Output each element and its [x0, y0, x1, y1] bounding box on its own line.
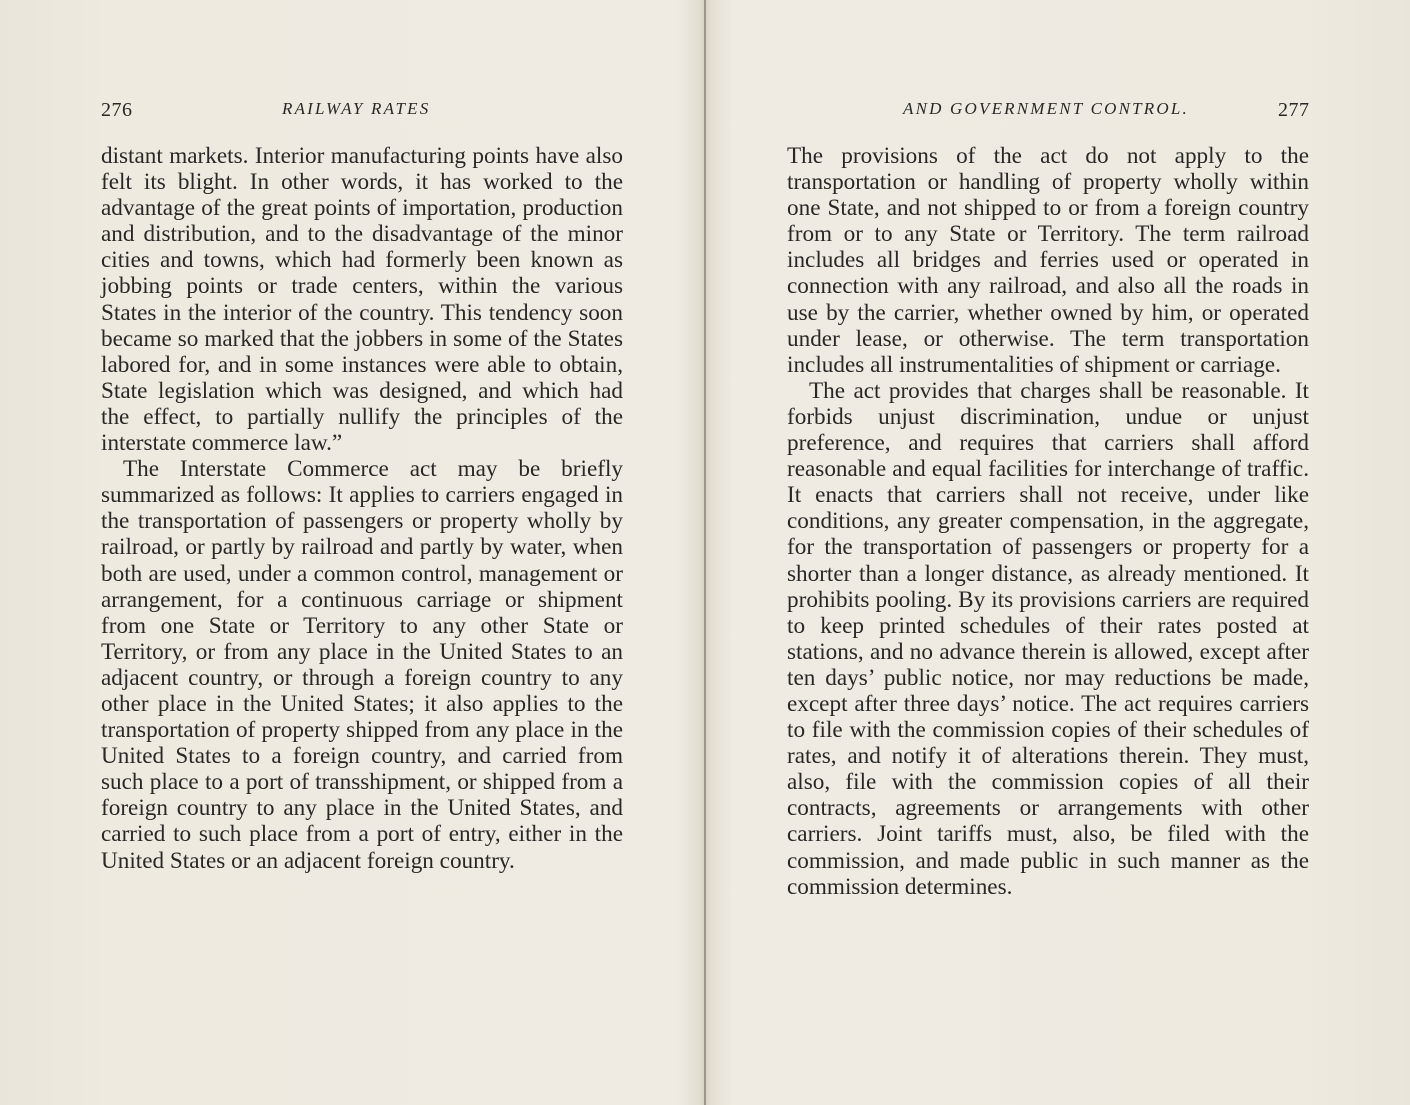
page-number: 277 [1278, 99, 1310, 121]
paragraph: The provisions of the act do not apply to the transportation or handling of property wholly within one State, and not shipped to or from a foreign country from or to any State or Territory. The term railroad includes all bridges and ferries used or operated in connection with any railroad, and also all the roads in use by the carrier, whether owned by him, or operated under lease, or otherwise. The term transportation includes all instrumentalities of shipment or carriage. [787, 143, 1309, 378]
page-body [101, 143, 623, 874]
page-number: 276 [101, 99, 133, 121]
paragraph: distant markets. Interior manufacturing points have also felt its blight. In other words, it has worked to the advantage of the great points of importation, production and distribution, and to the disadvantage of the minor cities and towns, which had formerly been known as jobbing points or trade centers, within the various States in the interior of the country. This tendency soon became so marked that the jobbers in some of the States labored for, and in some instances were able to obtain, State legislation which was designed, and which had the effect, to partially nullify the principles of the interstate commerce law.” [101, 143, 623, 457]
page-body [787, 143, 1309, 900]
paragraph: The Interstate Commerce act may be briefly summarized as follows: It applies to carriers engaged in the transportation of passengers or property wholly by railroad, or partly by railroad and partly by water, when both are used, under a common control, management or arrangement, for a continuous carriage or shipment from one State or Territory to any other State or Territory, or from any place in the United States to an adjacent country, or through a foreign country to any other place in the United States; it also applies to the transportation of property shipped from any place in the United States to a foreign country, and carried from such place to a port of transshipment, or shipped from a foreign country to any place in the United States, and carried to such place from a port of entry, either in the United States or an adjacent foreign country. [101, 456, 623, 874]
left-page [0, 0, 704, 1105]
running-head: RAILWAY RATES [282, 99, 431, 118]
running-head: AND GOVERNMENT CONTROL. [903, 99, 1189, 118]
paragraph: The act provides that charges shall be reasonable. It forbids unjust discrimination, undue or unjust preference, and requires that carriers shall afford reasonable and equal facilities for interchange of traffic. It enacts that carriers shall not receive, under like conditions, any greater compensation, in the aggregate, for the transportation of passengers or property for a shorter than a longer distance, as already mentioned. It prohibits pooling. By its provisions carriers are required to keep printed schedules of their rates posted at stations, and no advance therein is allowed, except after ten days’ public notice, nor may reductions be made, except after three days’ notice. The act requires carriers to file with the commission copies of their schedules of rates, and notify it of alterations therein. They must, also, file with the commission copies of all their contracts, agreements or arrangements with other carriers. Joint tariffs must, also, be filed with the commission, and made public in such manner as the commission determines. [787, 377, 1309, 900]
right-page [706, 0, 1410, 1105]
